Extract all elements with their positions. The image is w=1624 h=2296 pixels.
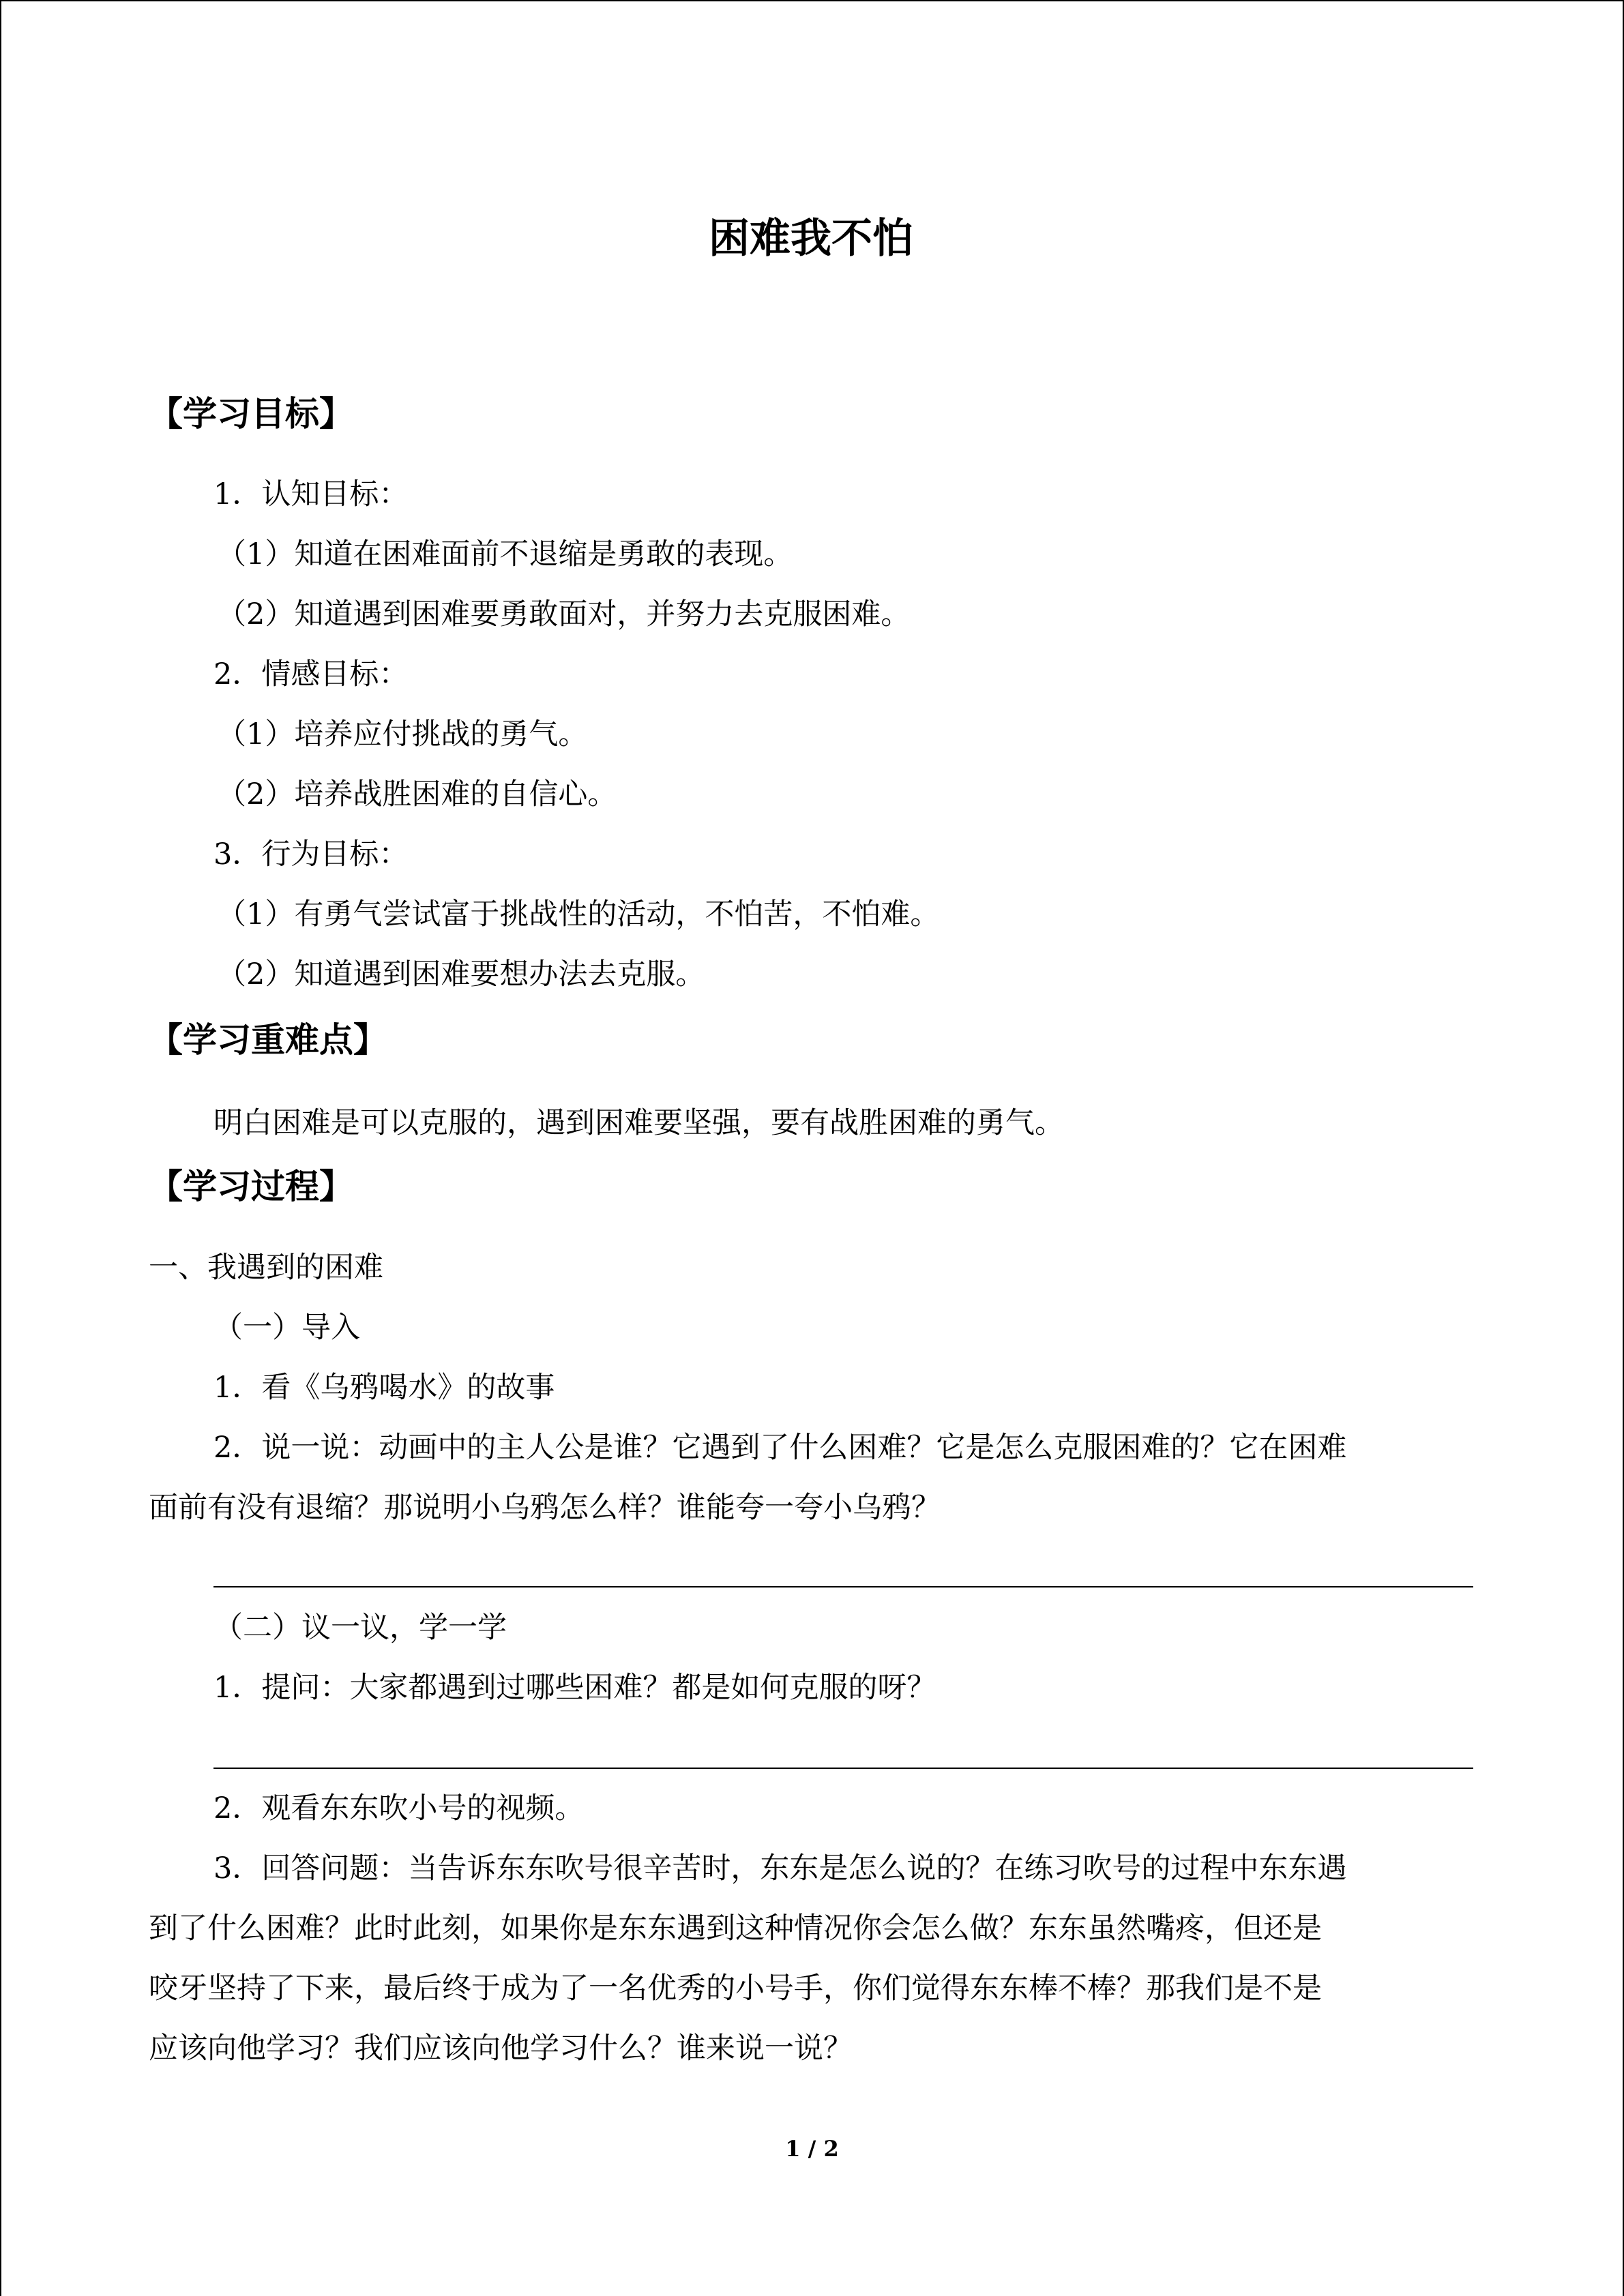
process-subsection-title: （二）议一议，学一学	[213, 1611, 507, 1645]
section-heading-process: 【学习过程】	[149, 1166, 353, 1206]
goal-line: （2）知道遇到困难要勇敢面对，并努力去克服困难。	[217, 597, 911, 631]
page-number: 1 / 2	[785, 2136, 839, 2162]
process-item: 1．提问：大家都遇到过哪些困难？都是如何克服的呀？	[213, 1671, 936, 1705]
goal-line: 2．情感目标：	[213, 657, 409, 691]
goal-line: （1）有勇气尝试富于挑战性的活动，不怕苦，不怕难。	[217, 897, 940, 931]
goal-line: （1）培养应付挑战的勇气。	[217, 717, 588, 751]
answer-line	[213, 1768, 1473, 1769]
answer-line	[213, 1586, 1473, 1587]
process-subsection-title: （一）导入	[213, 1311, 360, 1345]
process-item-continued: 到了什么困难？此时此刻，如果你是东东遇到这种情况你会怎么做？东东虽然嘴疼，但还是	[149, 1911, 1322, 1945]
goal-line: （1）知道在困难面前不退缩是勇敢的表现。	[217, 537, 793, 571]
process-item: 1．看《乌鸦喝水》的故事	[213, 1371, 555, 1405]
key-points-text: 明白困难是可以克服的，遇到困难要坚强，要有战胜困难的勇气。	[213, 1106, 1064, 1140]
process-item-continued: 面前有没有退缩？那说明小乌鸦怎么样？谁能夸一夸小乌鸦？	[149, 1491, 941, 1525]
goal-line: 1．认知目标：	[213, 477, 409, 511]
section-heading-goals: 【学习目标】	[149, 393, 353, 434]
goal-line: 3．行为目标：	[213, 837, 409, 871]
process-item-continued: 咬牙坚持了下来，最后终于成为了一名优秀的小号手，你们觉得东东棒不棒？那我们是不是	[149, 1971, 1322, 2006]
process-part-title: 一、我遇到的困难	[149, 1251, 383, 1285]
section-heading-key-points: 【学习重难点】	[149, 1019, 387, 1060]
process-item: 2．说一说：动画中的主人公是谁？它遇到了什么困难？它是怎么克服困难的？它在困难	[213, 1431, 1347, 1465]
goal-line: （2）培养战胜困难的自信心。	[217, 777, 617, 811]
process-item: 3．回答问题：当告诉东东吹号很辛苦时，东东是怎么说的？在练习吹号的过程中东东遇	[213, 1851, 1347, 1885]
document-title: 困难我不怕	[709, 215, 913, 263]
goal-line: （2）知道遇到困难要想办法去克服。	[217, 957, 705, 992]
process-item: 2．观看东东吹小号的视频。	[213, 1791, 585, 1825]
process-item-continued: 应该向他学习？我们应该向他学习什么？谁来说一说？	[149, 2031, 853, 2066]
